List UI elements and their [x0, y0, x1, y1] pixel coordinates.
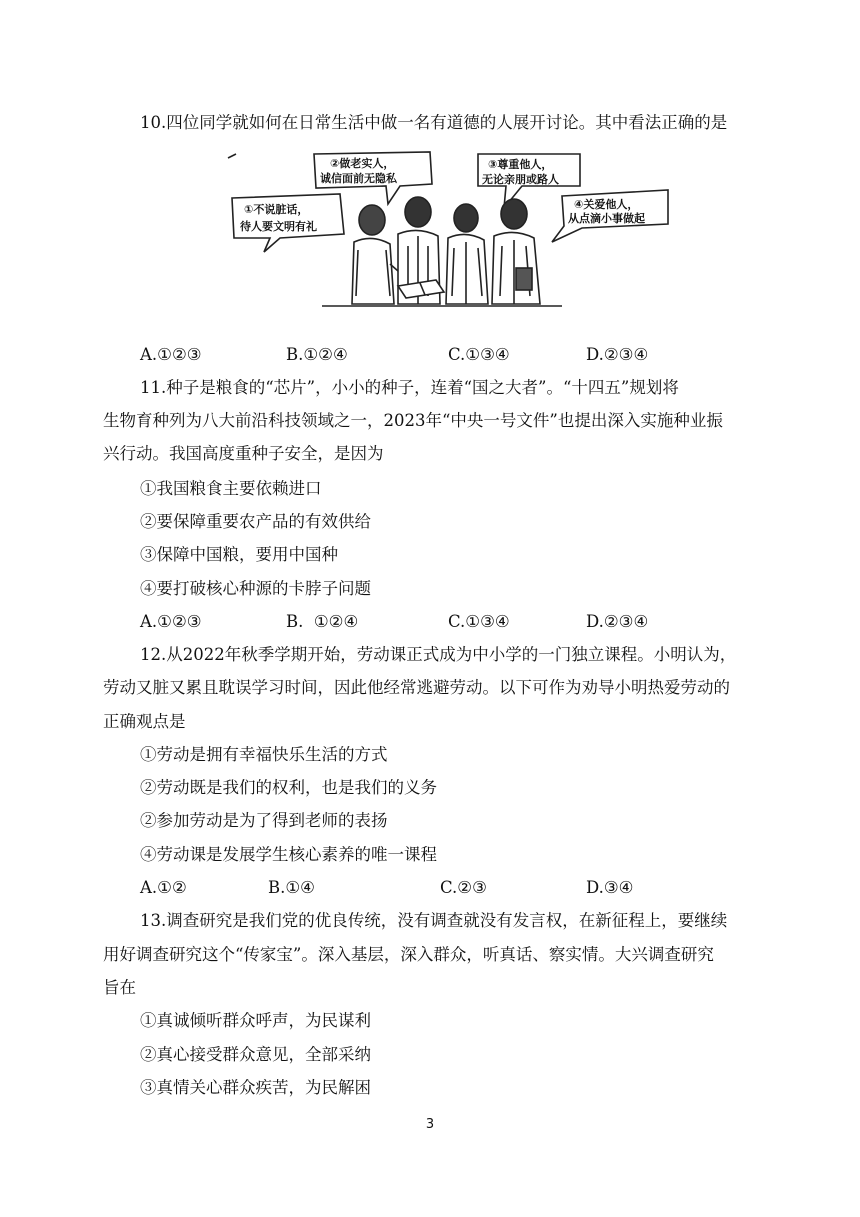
q10-option-a: A.①②③ — [140, 345, 202, 364]
q12-option-c: C.②③ — [440, 878, 487, 897]
q12-option-d: D.③④ — [586, 878, 634, 897]
speech-bubble-4 — [552, 190, 668, 242]
q13-item-1: ①真诚倾听群众呼声，为民谋利 — [140, 1011, 371, 1030]
bubble-1-line1: ①不说脏话， — [244, 203, 309, 216]
bubble-4-line2: 从点滴小事做起 — [568, 212, 645, 225]
q12-option-b: B.①④ — [268, 878, 315, 897]
bubble-2-line1: ②做老实人， — [330, 157, 395, 170]
page-number: 3 — [425, 1117, 435, 1132]
q12-stem-line1: 12.从2022年秋季学期开始，劳动课正式成为中小学的一门独立课程。小明认为， — [140, 645, 737, 664]
q11-option-a: A.①②③ — [140, 612, 202, 631]
q12-item-4: ④劳动课是发展学生核心素养的唯一课程 — [140, 845, 437, 864]
bubble-3-line2: 无论亲朋或路人 — [482, 173, 559, 186]
bubble-1-line2: 待人要文明有礼 — [240, 220, 317, 233]
q10-option-d: D.②③④ — [586, 345, 649, 364]
q12-item-3: ②参加劳动是为了得到老师的表扬 — [140, 811, 388, 830]
q12-stem-line2: 劳动又脏又累且耽误学习时间，因此他经常逃避劳动。以下可作为劝导小明热爱劳动的 — [103, 678, 730, 697]
q11-option-b: B. ①②④ — [286, 612, 359, 631]
q13-item-3: ③真情关心群众疾苦，为民解困 — [140, 1078, 371, 1097]
q10-illustration — [222, 146, 670, 308]
q11-stem-line3: 兴行动。我国高度重种子安全，是因为 — [103, 444, 384, 463]
q12-option-a: A.①② — [140, 878, 187, 897]
bubble-3-line1: ③尊重他人， — [488, 158, 553, 171]
q13-stem-line3: 旨在 — [103, 978, 136, 997]
q12-item-2: ②劳动既是我们的权利，也是我们的义务 — [140, 778, 437, 797]
q11-option-c: C.①③④ — [448, 612, 510, 631]
q11-option-d: D.②③④ — [586, 612, 649, 631]
q13-stem-line2: 用好调查研究这个“传家宝”。深入基层，深入群众，听真话、察实情。大兴调查研究 — [103, 945, 714, 964]
q11-stem-line2: 生物育种列为八大前沿科技领域之一，2023年“中央一号文件”也提出深入实施种业振 — [103, 411, 723, 430]
bubble-4-line1: ④关爱他人， — [574, 198, 639, 211]
q13-stem-line1: 13.调查研究是我们党的优良传统，没有调查就没有发言权，在新征程上，要继续 — [140, 911, 728, 930]
q11-stem-line1: 11.种子是粮食的“芯片”，小小的种子，连着“国之大者”。“十四五”规划将 — [140, 378, 679, 397]
q10-stem: 10.四位同学就如何在日常生活中做一名有道德的人展开讨论。其中看法正确的是 — [140, 113, 728, 132]
q12-item-1: ①劳动是拥有幸福快乐生活的方式 — [140, 745, 388, 764]
q11-item-2: ②要保障重要农产品的有效供给 — [140, 512, 371, 531]
q11-item-4: ④要打破核心种源的卡脖子问题 — [140, 579, 371, 598]
speech-bubble-1 — [232, 194, 344, 252]
bubble-2-line2: 诚信面前无隐私 — [320, 172, 397, 185]
q12-stem-line3: 正确观点是 — [103, 712, 186, 731]
q11-item-1: ①我国粮食主要依赖进口 — [140, 479, 322, 498]
q13-item-2: ②真心接受群众意见，全部采纳 — [140, 1045, 371, 1064]
q11-item-3: ③保障中国粮，要用中国种 — [140, 545, 338, 564]
q10-option-b: B.①②④ — [286, 345, 348, 364]
q10-option-c: C.①③④ — [448, 345, 510, 364]
